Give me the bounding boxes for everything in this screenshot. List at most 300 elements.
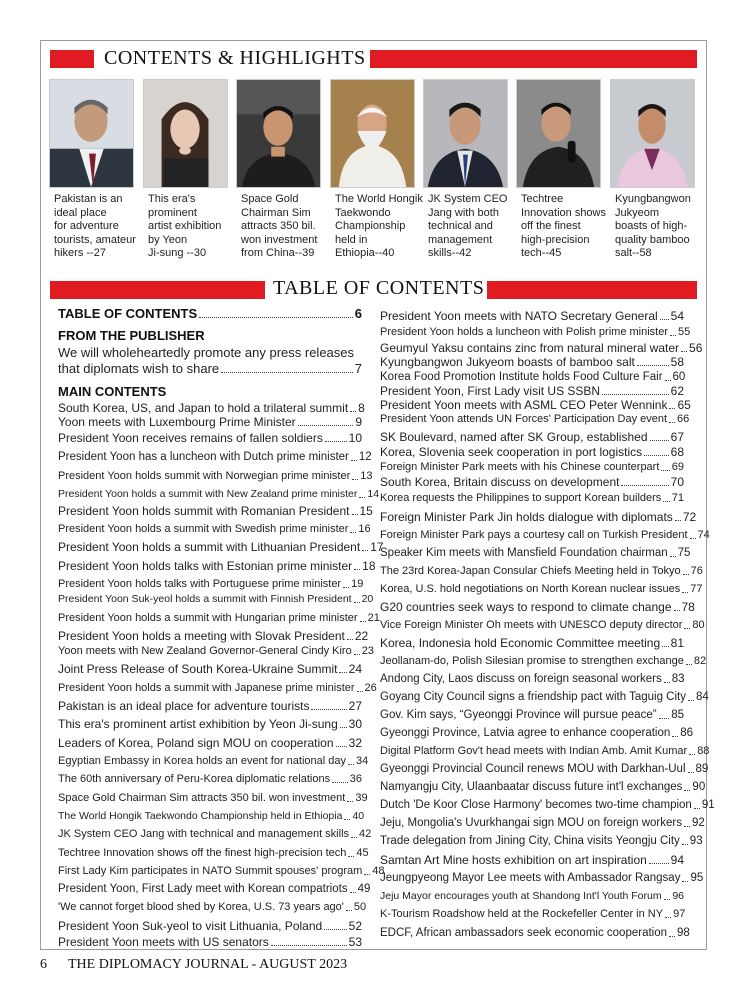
toc-entry-page: 27	[348, 699, 362, 713]
toc-leader-dots	[663, 501, 669, 502]
toc-leader-dots	[664, 682, 670, 683]
toc-entry-title: 'We cannot forget blood shed by Korea, U.S. 73 years ago'	[58, 901, 344, 913]
toc-entry-page: 93	[689, 835, 703, 847]
toc-entry-title: G20 countries seek ways to respond to climate change	[380, 600, 672, 614]
toc-entry-page: 94	[670, 853, 684, 867]
caption-line: Chairman Sim	[241, 206, 311, 219]
toc-entry-title: SK Boulevard, named after SK Group, established	[380, 430, 648, 444]
toc-entry[interactable]	[58, 414, 362, 430]
toc-entry-page: 53	[348, 935, 362, 949]
toc-entry-title: Namyangju City, Ulaanbaatar discuss future int'l exchanges	[380, 781, 683, 793]
toc-entry-page: 14	[367, 488, 380, 500]
toc-entry-page: 96	[672, 890, 684, 902]
toc-entry-page: 18	[362, 559, 376, 573]
toc-entry-title: Speaker Kim meets with Mansfield Foundation chairman	[380, 547, 668, 559]
page-number: 6	[40, 957, 47, 972]
header-red-bar-right	[362, 50, 697, 68]
toc-leader-dots	[670, 335, 676, 336]
toc-entry[interactable]	[380, 815, 705, 831]
toc-entry-title: Goyang City Council signs a friendship pact with Taguig City	[380, 691, 686, 703]
toc-entry[interactable]	[380, 870, 704, 886]
toc-entry[interactable]	[58, 735, 362, 751]
toc-entry[interactable]	[380, 689, 709, 705]
highlight-caption-6	[521, 193, 609, 261]
toc-entry[interactable]	[380, 852, 684, 868]
toc-entry-title: South Korea, US, and Japan to hold a trilateral summit	[58, 401, 349, 415]
toc-entry[interactable]	[380, 888, 684, 904]
toc-leader-dots	[686, 664, 692, 665]
caption-line: Ethiopia--40	[335, 247, 395, 259]
toc-entry[interactable]	[380, 671, 684, 687]
toc-entry-page: 84	[695, 691, 709, 703]
highlight-caption-7	[615, 193, 703, 261]
toc-entry[interactable]	[380, 354, 684, 370]
toc-entry[interactable]	[58, 539, 384, 555]
toc-entry[interactable]	[58, 881, 371, 897]
highlight-caption-2	[148, 193, 236, 261]
toc-entry[interactable]	[58, 661, 362, 677]
toc-leader-dots	[354, 654, 360, 655]
toc-entry-page: 6	[354, 306, 362, 321]
toc-entry[interactable]	[380, 635, 684, 651]
toc-leader-dots	[364, 874, 370, 875]
toc-entry-title: President Yoon Suk-yeol holds a summit with Finnish President	[58, 593, 352, 605]
caption-line: This era's	[148, 193, 196, 205]
toc-entry[interactable]	[58, 753, 369, 769]
toc-leader-dots	[360, 621, 366, 622]
toc-entry[interactable]	[58, 345, 362, 361]
toc-entry-page: 97	[673, 908, 686, 920]
toc-entry[interactable]	[58, 934, 362, 950]
toc-entry[interactable]	[58, 449, 372, 465]
toc-leader-dots	[325, 441, 347, 442]
toc-leader-dots	[665, 917, 671, 918]
caption-line: salt--58	[615, 247, 652, 259]
toc-entry[interactable]	[380, 906, 684, 922]
toc-entry-page: 48	[372, 865, 385, 877]
toc-entry-page: 89	[695, 763, 709, 775]
toc-leader-dots	[669, 422, 675, 423]
toc-entry[interactable]	[380, 617, 705, 633]
toc-entry-title: Jeungpyeong Mayor Lee meets with Ambassador Rangsay	[380, 872, 681, 884]
toc-leader-dots	[675, 520, 681, 521]
toc-entry-title: Korea requests the Philippines to support Korean builders	[380, 492, 662, 504]
toc-entry[interactable]	[58, 716, 362, 732]
toc-leader-dots	[681, 351, 687, 352]
toc-entry-title: Andong City, Laos discuss on foreign seasonal workers	[380, 673, 662, 685]
toc-entry[interactable]	[380, 308, 684, 324]
caption-line: Jukyeom	[615, 206, 660, 219]
toc-entry-title: First Lady Kim participates in NATO Summit spouses' program	[58, 865, 363, 877]
toc-leader-dots	[350, 532, 356, 533]
toc-entry-title: Trade delegation from Jining City, China visits Yeongju City	[380, 835, 680, 847]
toc-entry[interactable]	[380, 653, 707, 669]
caption-line: The World Hongik	[335, 193, 423, 205]
caption-line: held in	[335, 233, 368, 246]
toc-entry[interactable]	[380, 707, 684, 723]
toc-entry[interactable]	[380, 563, 703, 579]
toc-entry-title: President Yoon, First Lady visit US SSBN	[380, 384, 601, 398]
toc-entry-title: President Yoon meets with ASML CEO Peter Wennink	[380, 398, 668, 412]
toc-leader-dots	[660, 319, 669, 320]
toc-entry-title: Korea Food Promotion Institute holds Food Culture Fair	[380, 371, 663, 383]
toc-entry-page: 32	[348, 736, 362, 750]
toc-entry-page: 86	[680, 727, 694, 739]
toc-entry-page: 60	[672, 371, 686, 383]
highlight-caption-5	[428, 193, 516, 261]
toc-entry[interactable]	[58, 918, 362, 934]
toc-leader-dots	[352, 479, 358, 480]
toc-entry[interactable]	[380, 545, 691, 561]
toc-entry[interactable]	[380, 444, 684, 460]
toc-entry-page: 12	[358, 451, 372, 463]
toc-entry-page: 78	[681, 600, 695, 614]
toc-entry[interactable]	[58, 845, 369, 861]
highlight-photo-5	[423, 79, 508, 188]
toc-entry-title: Yoon meets with Luxembourg Prime Minister	[58, 415, 296, 429]
toc-entry-title: Vice Foreign Minister Oh meets with UNESCO deputy director	[380, 619, 683, 631]
toc-entry-title: K-Tourism Roadshow held at the Rockefeller Center in NY	[380, 908, 664, 920]
toc-entry-page: 62	[670, 384, 684, 398]
toc-entry-page: 74	[697, 529, 710, 541]
toc-entry-title: President Yoon holds a luncheon with Polish prime minister	[380, 326, 668, 338]
toc-entry-page: 90	[692, 781, 706, 793]
toc-leader-dots	[311, 709, 346, 710]
toc-leader-dots	[298, 425, 354, 426]
toc-entry-page: 34	[356, 755, 369, 767]
toc-entry-title: Korea, Slovenia seek cooperation in port logistics	[380, 445, 643, 459]
toc-leader-dots	[637, 365, 669, 366]
toc-leader-dots	[694, 808, 700, 809]
toc-entry[interactable]	[58, 384, 362, 400]
toc-leader-dots	[669, 408, 675, 409]
toc-entry[interactable]	[380, 474, 684, 490]
toc-entry-title: President Yoon holds summit with Romanian President	[58, 504, 350, 518]
caption-line: high-precision	[521, 233, 590, 246]
toc-leader-dots	[221, 372, 353, 373]
toc-entry-page: 8	[358, 401, 365, 415]
toc-entry-title: Gov. Kim says, “Gyeonggi Province will pursue peace”	[380, 709, 657, 721]
toc-entry[interactable]	[380, 743, 710, 759]
toc-entry-page: 67	[670, 430, 684, 444]
toc-entry-page: 56	[689, 341, 703, 355]
toc-entry-page: 68	[670, 445, 684, 459]
toc-entry-page: 13	[360, 470, 373, 482]
toc-leader-dots	[684, 790, 690, 791]
toc-red-bar-left	[50, 281, 265, 299]
toc-entry-page: 20	[361, 593, 374, 605]
toc-leader-dots	[690, 538, 696, 539]
toc-leader-dots	[347, 801, 353, 802]
toc-leader-dots	[682, 844, 688, 845]
toc-entry-title: Digital Platform Gov't head meets with Indian Amb. Amit Kumar	[380, 745, 688, 757]
caption-line: quality bamboo	[615, 233, 690, 246]
toc-leader-dots	[602, 394, 669, 395]
toc-entry-page: 49	[357, 883, 371, 895]
toc-entry[interactable]	[58, 698, 362, 714]
toc-red-bar-right	[481, 281, 697, 299]
toc-entry-page: 26	[364, 682, 377, 694]
toc-entry-title: Jeju, Mongolia's Uvurkhangai sign MOU on foreign workers	[380, 817, 682, 829]
toc-entry-title: that diplomats wish to share	[58, 361, 220, 376]
toc-entry[interactable]	[58, 521, 371, 537]
toc-entry[interactable]	[380, 599, 695, 615]
toc-entry[interactable]	[58, 628, 369, 644]
toc-entry-title: The World Hongik Taekwondo Championship held in Ethiopia	[58, 810, 343, 822]
toc-entry-page: 55	[678, 326, 691, 338]
toc-entry-title: President Yoon holds summit with Norwegian prime minister	[58, 470, 351, 482]
toc-entry-page: 82	[693, 655, 707, 667]
toc-entry-title: President Yoon holds a summit with Hungarian prime minister	[58, 612, 358, 624]
toc-entry-page: 70	[670, 475, 684, 489]
toc-entry-page: 19	[351, 578, 364, 590]
toc-entry-title: South Korea, Britain discuss on development	[380, 475, 620, 489]
toc-entry-page: 54	[670, 309, 684, 323]
toc-leader-dots	[674, 610, 680, 611]
toc-entry-title: President Yoon meets with NATO Secretary General	[380, 309, 658, 323]
caption-line: management	[428, 233, 493, 246]
caption-line: Pakistan is an	[54, 193, 123, 205]
toc-entry-title: Foreign Minister Park meets with his Chinese counterpart	[380, 461, 660, 473]
toc-entry-page: 66	[677, 413, 690, 425]
toc-entry-title: Gyeonggi Provincial Council renews MOU with Darkhan-Uul	[380, 763, 686, 775]
toc-entry-page: 22	[354, 629, 369, 643]
toc-entry[interactable]	[58, 863, 385, 879]
toc-entry[interactable]	[380, 429, 684, 445]
toc-entry[interactable]	[58, 328, 362, 344]
toc-entry-page: 95	[690, 872, 704, 884]
caption-line: tourists, amateur	[54, 233, 136, 246]
caption-line: for adventure	[54, 220, 119, 232]
toc-entry[interactable]	[58, 680, 377, 696]
toc-entry[interactable]	[380, 797, 715, 813]
toc-entry-title: President Yoon holds a summit with Japanese prime minister	[58, 682, 355, 694]
caption-line: hikers --27	[54, 247, 106, 259]
toc-entry[interactable]	[58, 790, 368, 806]
toc-leader-dots	[348, 856, 354, 857]
toc-entry[interactable]	[380, 411, 690, 427]
toc-entry[interactable]	[58, 610, 380, 626]
toc-entry-page: 10	[348, 431, 362, 445]
toc-entry-title: Kyungbangwon Jukyeom boasts of bamboo salt	[380, 355, 635, 369]
toc-entry-page: 75	[677, 547, 691, 559]
toc-entry[interactable]	[58, 591, 374, 607]
caption-line: Innovation shows	[521, 206, 606, 219]
toc-entry[interactable]	[380, 527, 710, 543]
caption-line: ideal place	[54, 206, 107, 219]
highlight-photos	[49, 79, 697, 189]
toc-entry-title: This era's prominent artist exhibition by Yeon Ji-sung	[58, 717, 338, 731]
caption-line: Kyungbangwon	[615, 193, 691, 205]
toc-entry[interactable]	[58, 808, 365, 824]
toc-entry-page: 52	[348, 919, 362, 933]
toc-leader-dots	[662, 646, 668, 647]
toc-entry[interactable]	[380, 490, 684, 506]
toc-leader-dots	[348, 764, 354, 765]
caption-line: JK System CEO	[428, 193, 508, 205]
toc-entry-title: Egyptian Embassy in Korea holds an event for national day	[58, 755, 347, 767]
toc-entry-page: 50	[353, 901, 367, 913]
toc-entry-title: President Yoon receives remains of fallen soldiers	[58, 431, 323, 445]
toc-entry-title: President Yoon holds talks with Portuguese prime minister	[58, 578, 342, 590]
toc-entry[interactable]	[58, 468, 373, 484]
toc-leader-dots	[350, 411, 356, 412]
highlight-photo-1	[49, 79, 134, 188]
toc-leader-dots	[683, 574, 689, 575]
toc-entry[interactable]	[58, 826, 372, 842]
toc-entry-title: Jeju Mayor encourages youth at Shandong Int'l Youth Forum	[380, 890, 662, 902]
toc-leader-dots	[347, 639, 353, 640]
toc-entry-title: Leaders of Korea, Poland sign MOU on cooperation	[58, 736, 334, 750]
toc-leader-dots	[661, 470, 669, 471]
toc-entry-page: 36	[349, 773, 362, 785]
caption-line: Taekwondo	[335, 206, 391, 219]
journal-issue: THE DIPLOMACY JOURNAL - AUGUST 2023	[68, 957, 348, 972]
toc-leader-dots	[351, 460, 357, 461]
toc-entry-page: 7	[354, 361, 362, 376]
toc-entry-title: President Yoon holds a summit with Swedish prime minister	[58, 523, 349, 535]
toc-entry-title: President Yoon has a luncheon with Dutch prime minister	[58, 451, 349, 463]
toc-entry-page: 81	[670, 636, 684, 650]
toc-entry-page: 17	[370, 540, 384, 554]
toc-entry-title: Space Gold Chairman Sim attracts 350 bil. won investment	[58, 792, 346, 804]
toc-leader-dots	[271, 945, 347, 946]
toc-entry[interactable]	[380, 761, 709, 777]
toc-entry-page: 71	[671, 492, 684, 504]
toc-entry-page: 24	[348, 662, 362, 676]
toc-entry-title: We will wholeheartedly promote any press releases	[58, 345, 355, 360]
toc-leader-dots	[672, 736, 678, 737]
toc-leader-dots	[682, 592, 688, 593]
toc-leader-dots	[340, 727, 347, 728]
toc-leader-dots	[343, 587, 349, 588]
toc-entry[interactable]	[58, 486, 380, 502]
toc-entry[interactable]	[58, 503, 373, 519]
toc-entry-page: 23	[361, 645, 374, 657]
toc-entry[interactable]	[58, 558, 376, 574]
toc-entry-title: Geumyul Yaksu contains zinc from natural mineral water	[380, 341, 680, 355]
toc-entry-page: 30	[348, 717, 362, 731]
highlight-photo-4	[330, 79, 415, 188]
toc-entry-page: 77	[690, 583, 703, 595]
toc-entry-title: Korea, Indonesia hold Economic Committee meeting	[380, 636, 661, 650]
toc-entry[interactable]	[380, 509, 697, 525]
toc-entry-page: 85	[671, 709, 684, 721]
toc-entry-page: 80	[692, 619, 705, 631]
toc-leader-dots	[332, 782, 348, 783]
highlight-photo-6	[516, 79, 601, 188]
toc-entry[interactable]	[380, 581, 703, 597]
caption-line: Jang with both	[428, 206, 499, 219]
highlight-caption-4	[335, 193, 423, 261]
caption-line: from China--39	[241, 247, 315, 259]
toc-leader-dots	[344, 819, 350, 820]
toc-entry-page: 69	[671, 461, 684, 473]
toc-leader-dots	[346, 910, 352, 911]
toc-entry[interactable]	[380, 833, 703, 849]
table-of-contents-title: TABLE OF CONTENTS	[270, 277, 487, 300]
toc-entry[interactable]	[58, 361, 362, 377]
toc-entry-page: 16	[358, 523, 371, 535]
toc-entry-title: President Yoon meets with US senators	[58, 935, 269, 949]
contents-highlights-title: CONTENTS & HIGHLIGHTS	[100, 47, 370, 70]
toc-entry[interactable]	[58, 899, 367, 915]
toc-entry[interactable]	[380, 324, 691, 340]
toc-leader-dots	[684, 826, 690, 827]
toc-entry-title: Techtree Innovation shows off the finest high-precision tech	[58, 847, 347, 859]
toc-entry-page: 39	[355, 792, 368, 804]
toc-entry[interactable]	[58, 576, 362, 592]
toc-entry-title: Korea, U.S. hold negotiations on North Korean nuclear issues	[380, 583, 681, 595]
toc-entry[interactable]	[380, 725, 694, 741]
toc-entry-title: FROM THE PUBLISHER	[58, 328, 205, 343]
toc-entry-title: Gyeonggi Province, Latvia agree to enhance cooperation	[380, 727, 671, 739]
caption-line: artist exhibition	[148, 220, 222, 232]
toc-entry-title: TABLE OF CONTENTS	[58, 306, 198, 321]
toc-leader-dots	[650, 440, 669, 441]
highlight-photo-3	[236, 79, 321, 188]
toc-entry-page: 91	[701, 799, 715, 811]
toc-entry[interactable]	[58, 430, 362, 446]
highlight-photo-7	[610, 79, 695, 188]
toc-leader-dots	[689, 754, 695, 755]
caption-line: won investment	[241, 233, 318, 246]
toc-entry-page: 76	[690, 565, 703, 577]
toc-entry-page: 72	[682, 510, 697, 524]
toc-entry-title: MAIN CONTENTS	[58, 384, 167, 399]
toc-leader-dots	[336, 746, 347, 747]
toc-entry-title: President Yoon attends UN Forces' Participation Day event	[380, 413, 668, 425]
toc-leader-dots	[659, 718, 670, 719]
toc-leader-dots	[670, 556, 676, 557]
toc-leader-dots	[682, 881, 688, 882]
toc-leader-dots	[357, 691, 363, 692]
toc-entry-page: 98	[677, 927, 690, 939]
toc-entry-page: 45	[356, 847, 369, 859]
caption-line: skills--42	[428, 247, 472, 259]
toc-entry-title: Dutch 'De Koor Close Harmony' becomes two-time champion	[380, 799, 692, 811]
toc-leader-dots	[621, 485, 668, 486]
toc-entry[interactable]	[380, 779, 706, 795]
toc-leader-dots	[362, 550, 368, 551]
toc-entry-title: Samtan Art Mine hosts exhibition on art inspiration	[380, 853, 647, 867]
toc-leader-dots	[664, 899, 671, 900]
toc-entry-page: 65	[677, 398, 691, 412]
toc-leader-dots	[352, 514, 358, 515]
highlight-photo-2	[143, 79, 228, 188]
toc-leader-dots	[688, 772, 694, 773]
toc-entry[interactable]	[380, 925, 690, 941]
toc-leader-dots	[324, 929, 346, 930]
toc-entry[interactable]	[58, 643, 374, 659]
caption-line: off the finest	[521, 220, 581, 232]
caption-line: Techtree	[521, 193, 564, 205]
caption-line: Space Gold	[241, 193, 299, 205]
toc-entry[interactable]	[58, 306, 362, 322]
toc-entry[interactable]	[58, 771, 362, 787]
toc-entry-title: Joint Press Release of South Korea-Ukraine Summit	[58, 662, 338, 676]
toc-entry[interactable]	[380, 459, 684, 475]
toc-entry-title: President Yoon holds a summit with New Zealand prime minister	[58, 488, 358, 500]
toc-entry-title: EDCF, African ambassadors seek economic cooperation	[380, 927, 668, 939]
caption-line: boasts of high-	[615, 220, 688, 232]
toc-entry-page: 9	[355, 415, 362, 429]
toc-entry-page: 40	[352, 810, 365, 822]
toc-leader-dots	[688, 700, 694, 701]
toc-entry-title: President Yoon Suk-yeol to visit Lithuania, Poland	[58, 919, 323, 933]
toc-leader-dots	[644, 455, 668, 456]
caption-line: attracts 350 bil.	[241, 220, 316, 232]
